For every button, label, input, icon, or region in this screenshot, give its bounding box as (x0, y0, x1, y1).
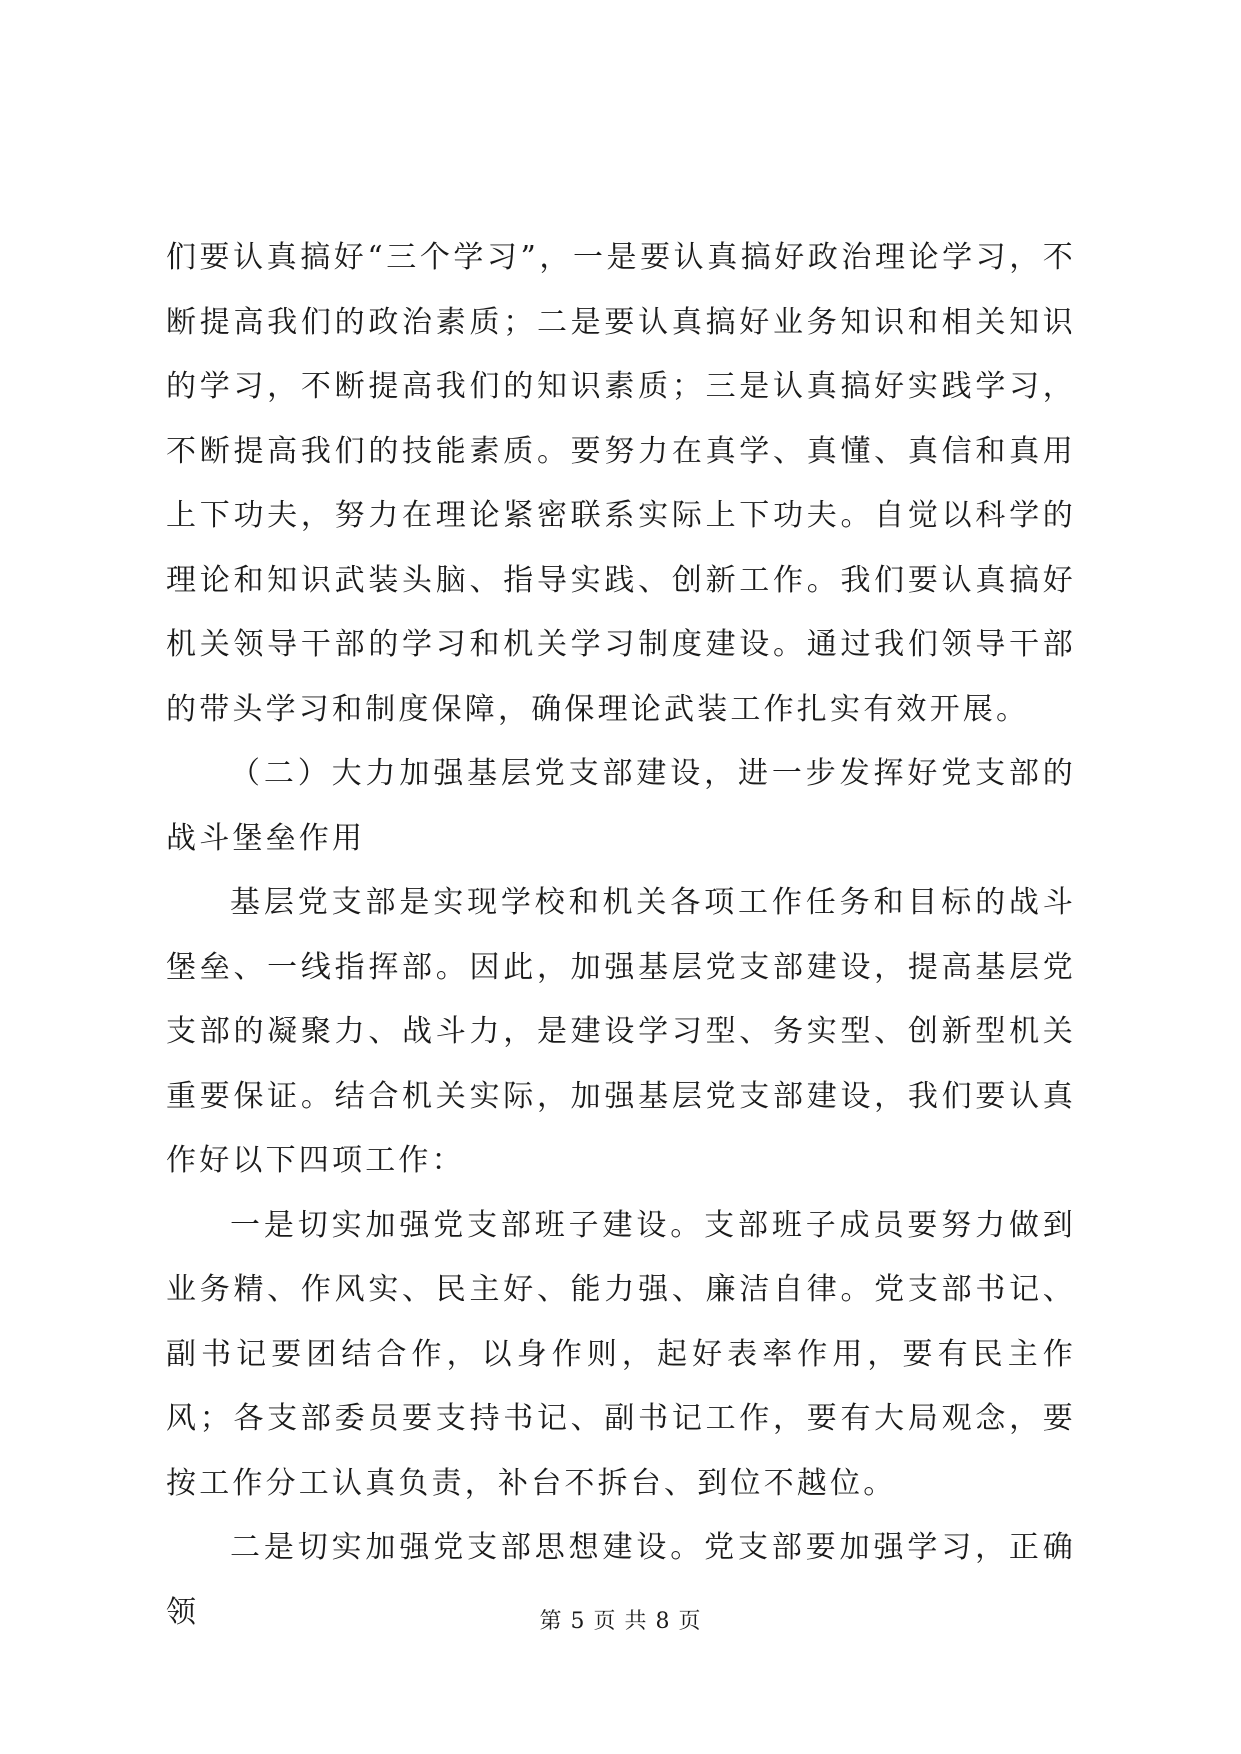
paragraph-branch-role: 基层党支部是实现学校和机关各项工作任务和目标的战斗堡垒、一线指挥部。因此，加强基层党支部建设，提高基层党支部的凝聚力、战斗力，是建设学习型、务实型、创新型机关重要保证。结合机关实际，加强基层党支部建设，我们要认真作好以下四项工作： (166, 885, 1076, 1178)
section-heading: （二）大力加强基层党支部建设，进一步发挥好党支部的战斗堡垒作用 (166, 756, 1076, 856)
paragraph-item-one: 一是切实加强党支部班子建设。支部班子成员要努力做到业务精、作风实、民主好、能力强、廉洁自律。党支部书记、副书记要团结合作，以身作则，起好表率作用，要有民主作风；各支部委员要支持书记、副书记工作，要有大局观念，要按工作分工认真负责，补台不拆台、到位不越位。 (166, 1207, 1076, 1501)
paragraph-item-two: 二是切实加强党支部思想建设。党支部要加强学习，正确领 (166, 1530, 1076, 1630)
page-footer: 第 5 页 共 8 页 (539, 1609, 702, 1634)
paragraph-continuation: 们要认真搞好“三个学习”，一是要认真搞好政治理论学习，不断提高我们的政治素质；二是要认真搞好业务知识和相关知识的学习，不断提高我们的知识素质；三是认真搞好实践学习，不断提高我们的技能素质。要努力在真学、真懂、真信和真用上下功夫，努力在理论紧密联系实际上下功夫。自觉以科学的理论和知识武装头脑、指导实践、创新工作。我们要认真搞好机关领导干部的学习和机关学习制度建设。通过我们领导干部的带头学习和制度保障，确保理论武装工作扎实有效开展。 (166, 240, 1076, 727)
document-body (166, 226, 1076, 1645)
